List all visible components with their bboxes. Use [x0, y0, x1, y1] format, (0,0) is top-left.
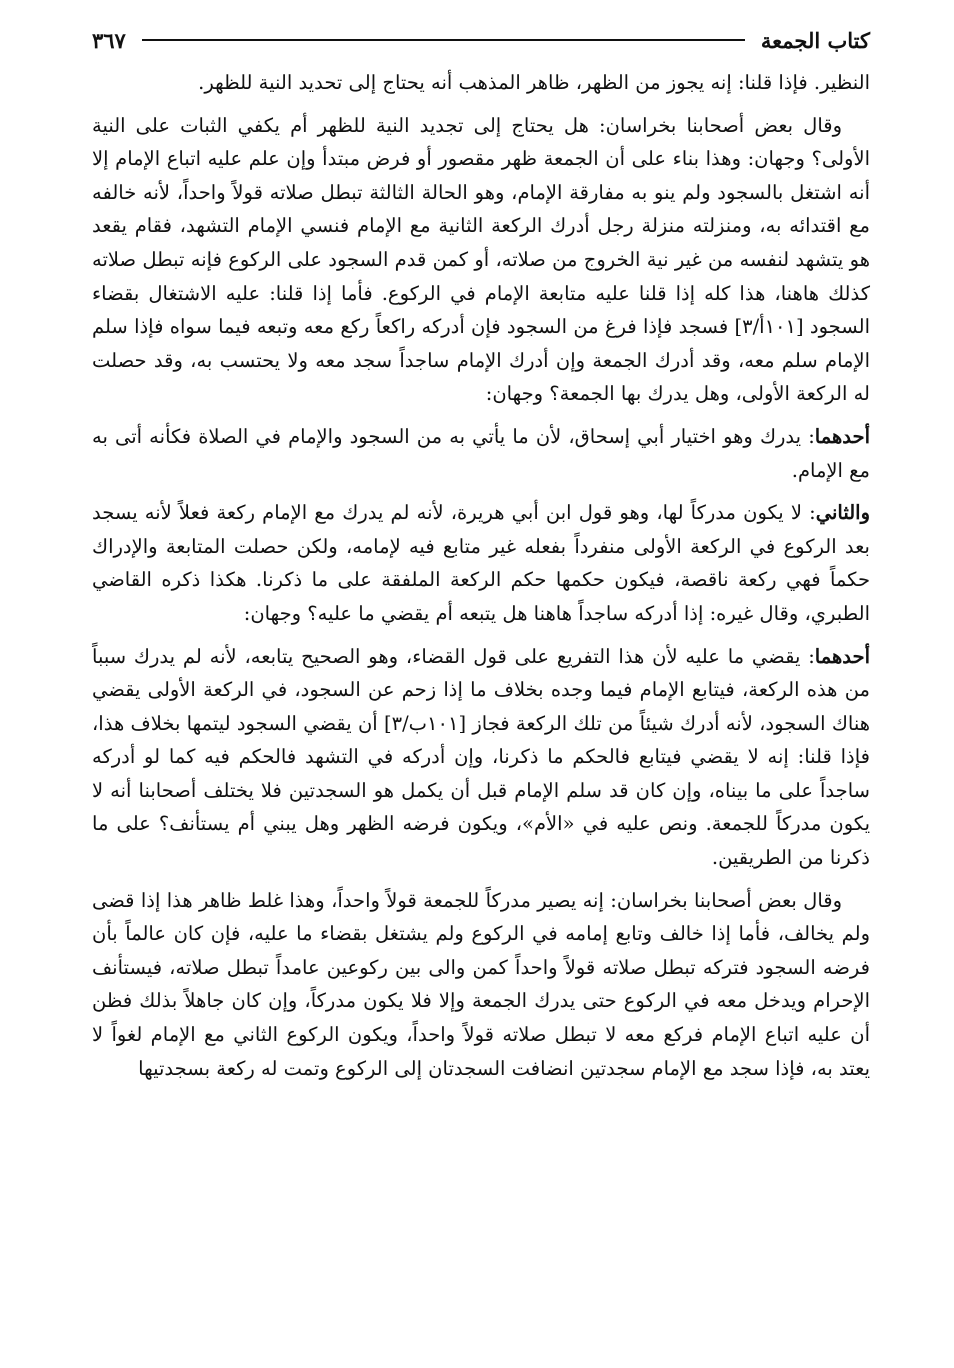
running-header: [92, 20, 870, 60]
page-number: ٣٦٧: [92, 27, 126, 53]
header-rule: [142, 39, 745, 41]
paragraph-lead: والثاني: [815, 501, 870, 525]
paragraph-lead: أحدهما: [814, 644, 870, 668]
chapter-title: كتاب الجمعة: [760, 27, 870, 53]
paragraph: [92, 109, 870, 411]
page-body: [92, 66, 870, 1085]
paragraph-text: : لا يكون مدركاً لها، وهو قول ابن أبي هريرة، لأنه لم يدرك مع الإمام ركعة فعلاً لأنه يسجد بعد الركوع في الركعة الأولى منفرداً بفعله غير متابع فيه لإمامه، ولكن حصلت المتابعة والإدراك حكماً فهي ركعة ناقصة، فيكون حكمها حكم الركعة الملفقة على ما ذكرنا. هكذا ذكره القاضي الطبري، وقال غيره: إذا أدركه ساجداً هاهنا هل يتبعه أم يقضي ما عليه؟ وجهان:: [92, 501, 870, 625]
paragraph: [92, 420, 870, 487]
paragraph-lead: أحدهما: [814, 424, 870, 448]
paragraph-text: النظير. فإذا قلنا: إنه يجوز من الظهر، ظاهر المذهب أنه يحتاج إلى تحديد النية للظهر.: [198, 71, 870, 94]
paragraph: [92, 66, 870, 100]
paragraph-text: : يدرك وهو اختيار أبي إسحاق، لأن ما يأتي به من السجود والإمام في الصلاة فكأنه أتى به مع الإمام.: [92, 424, 870, 482]
paragraph-text: وقال بعض أصحابنا بخراسان: إنه يصير مدركاً للجمعة قولاً واحداً، وهذا غلط ظاهر هذا إذا قضى ولم يخالف، فأما إذا خالف وتابع إمامه في الركوع ولم يشتغل بقضاء ما عليه، فإن كان عالماً بأن فرضه السجود فتركه تبطل صلاته قولاً واحداً كمن والى بين ركوعين عامداً تبطل صلاته، فيستأنف الإحرام ويدخل معه في الركوع حتى يدرك الجمعة وإلا فلا يكون مدركاً، وإن كان جاهلاً بذلك فظن أن عليه اتباع الإمام فركع معه لا تبطل صلاته قولاً واحداً، ويكون الركوع الثاني مع الإمام لغواً لا يعتد به، فإذا سجد مع الإمام سجدتين انضافت السجدتان إلى الركوع وتمت له ركعة بسجدتيها: [92, 888, 870, 1080]
paragraph: [92, 640, 870, 875]
paragraph: [92, 496, 870, 630]
paragraph: [92, 884, 870, 1086]
paragraph-text: : يقضي ما عليه لأن هذا التفريع على قول القضاء، وهو الصحيح يتابعه، لأنه لم يدرك سبباً من هذه الركعة، فيتابع الإمام فيما وجده بخلاف ما إذا زحم عن السجود، في الركعة الأولى يقضي هناك السجود، لأنه أدرك شيئاً من تلك الركعة فجاز [١٠١ب/٣] أن يقضي السجود ليتمها بخلاف هذا، فإذا قلنا: إنه لا يقضي فيتابع فالحكم ما ذكرنا، وإن أدركه في التشهد فالحكم فيه كما لو أدركه ساجداً على ما بيناه، وإن كان قد سلم الإمام قبل أن يكمل هو السجدتين فلا يختلف أصحابنا أنه لا يكون مدركاً للجمعة. ونص عليه في «الأم»، ويكون فرضه الظهر وهل يبني أم يستأنف؟ على ما ذكرنا من الطريقين.: [92, 644, 870, 870]
paragraph-text: وقال بعض أصحابنا بخراسان: هل يحتاج إلى تجديد النية للظهر أم يكفي الثبات على النية الأولى؟ وجهان: وهذا بناء على أن الجمعة ظهر مقصور أو فرض مبتدأ وإن علم عليه اتباع الإمام إلا أنه اشتغل بالسجود ولم ينو به مفارقة الإمام، وهو الحالة الثالثة تبطل صلاته قولاً واحداً، لأنه خالفه مع اقتدائه به، ومنزلته منزلة رجل أدرك الركعة الثانية مع الإمام فنسي الإمام التشهد، فقام يقعد هو يتشهد لنفسه من غير نية الخروج من صلاته، أو كمن قدم السجود على الركوع فإنه تبطل صلاته كذلك هاهنا، هذا كله إذا قلنا عليه متابعة الإمام في الركوع. فأما إذا قلنا: عليه الاشتغال بقضاء السجود [١٠١أ/٣] فسجد فإذا فرغ من السجود فإن أدركه راكعاً ركع معه وتبعه فيما سواه فإذا سلم الإمام سلم معه، وقد أدرك الجمعة وإن أدرك الإمام ساجداً سجد معه ولا يحتسب به، وقد حصلت له الركعة الأولى، وهل يدرك بها الجمعة؟ وجهان:: [92, 113, 870, 406]
